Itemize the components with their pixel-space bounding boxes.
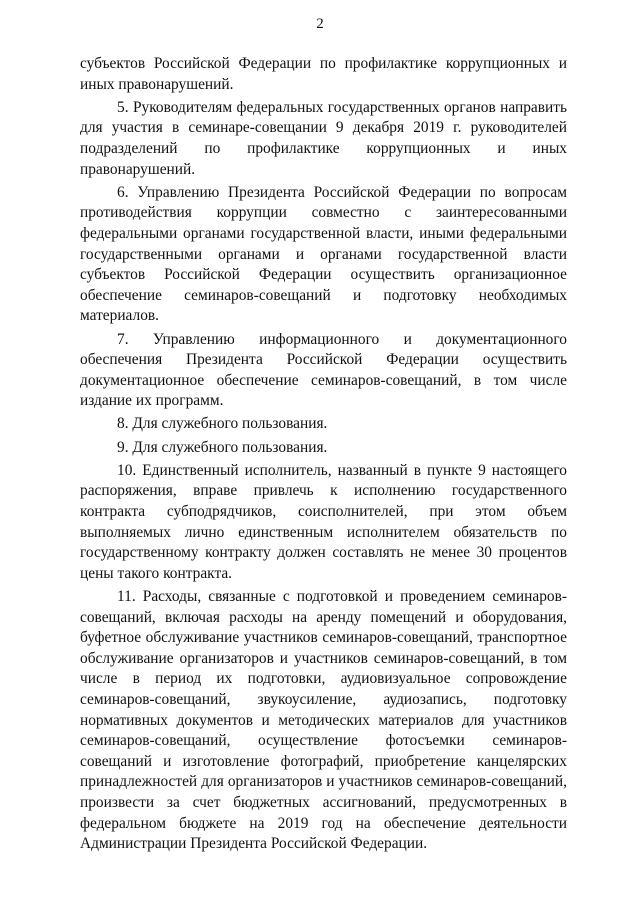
page-number: 2 (316, 16, 324, 32)
paragraph-item-5: 5. Руководителям федеральных государственных органов направить для участия в семинаре-совещании 9 декабря 2019 г. руководителей подразделений по профилактике коррупционных и иных правонарушений. (80, 98, 567, 178)
paragraph-item-10: 10. Единственный исполнитель, названный в пункте 9 настоящего распоряжения, вправе привлечь к исполнению государственного контракта субподрядчиков, соисполнителей, при этом объем выполняемых лично единственным исполнителем обязательств по государственному контракту должен составлять не менее 30 процентов цены такого контракта. (80, 461, 567, 582)
paragraph-item-11: 11. Расходы, связанные с подготовкой и проведением семинаров-совещаний, включая расходы на аренду помещений и оборудования, буфетное обслуживание участников семинаров-совещаний, транспортное обслуживание организаторов и участников семинаров-совещаний, в том числе в период их подготовки, аудиовизуальное сопровождение семинаров-совещаний, звукоусиление, аудиозапись, подготовку нормативных документов и методических материалов для участников семинаров-совещаний, осуществление фотосъемки семинаров-совещаний и изготовление фотографий, приобретение канцелярских принадлежностей для организаторов и участников семинаров-совещаний, произвести за счет бюджетных ассигнований, предусмотренных в федеральном бюджете на 2019 год на обеспечение деятельности Администрации Президента Российской Федерации. (80, 588, 567, 853)
paragraph-item-9: 9. Для служебного пользования. (117, 438, 328, 456)
paragraph-item-6: 6. Управлению Президента Российской Федерации по вопросам противодействия коррупции совместно с заинтересованными федеральными органами государственной власти, иными федеральными государственными органами и органами государственной власти субъектов Российской Федерации осуществить организационное обеспечение семинаров-совещаний и подготовку необходимых материалов. (80, 183, 567, 325)
paragraph-continuation: субъектов Российской Федерации по профилактике коррупционных и иных правонарушений. (80, 55, 567, 93)
paragraph-item-7: 7. Управлению информационного и документационного обеспечения Президента Российской Федерации осуществить документационное обеспечение семинаров-совещаний, в том числе издание их программ. (80, 330, 567, 410)
document-body (80, 54, 567, 857)
paragraph-item-8: 8. Для служебного пользования. (117, 415, 328, 433)
